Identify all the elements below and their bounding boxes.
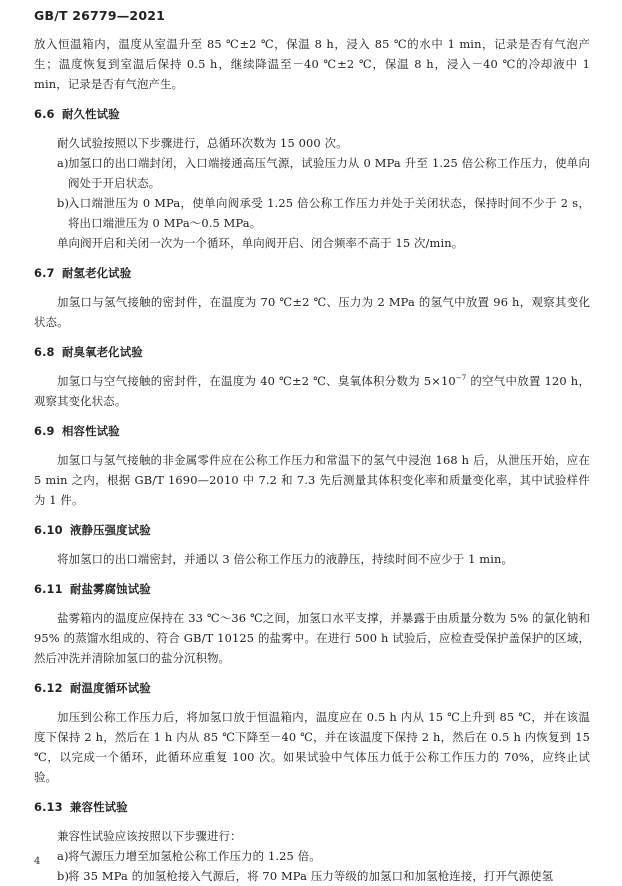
paragraph: 盐雾箱内的温度应保持在 33 ℃～36 ℃之间，加氢口水平支撑，并暴露于由质量分数为 5% 的氯化钠和 95% 的蒸馏水组成的、符合 GB/T 10125 的盐雾中。在进行 500 h 试验后，应检查受保护盖保护的区域，然后冲洗并清除加氢口的盐分沉积物。 — [34, 611, 590, 665]
paragraph: 加氢口与氢气接触的密封件，在温度为 70 ℃±2 ℃、压力为 2 MPa 的氢气中放置 96 h，观察其变化状态。 — [34, 295, 590, 329]
section-heading-6-6: 6.6 耐久性试验 — [34, 107, 120, 121]
standard-number: GB/T 26779—2021 — [34, 8, 166, 23]
section-heading-6-13: 6.13 兼容性试验 — [34, 800, 128, 814]
section-heading-6-7: 6.7 耐氢老化试验 — [34, 266, 132, 280]
list-item: a) 加氢口的出口端封闭，入口端接通高压气源，试验压力从 0 MPa 升至 1.25 倍公称工作压力，使单向阀处于开启状态。 — [57, 156, 590, 190]
paragraph: 加氢口与空气接触的密封件，在温度为 40 ℃±2 ℃、臭氧体积分数为 $5\times 10^{-7}$ 的空气中放置 120 h，观察其变化状态。 — [34, 374, 590, 408]
list-item: b) 将 35 MPa 的加氢枪接入气源后，将 70 MPa 压力等级的加氢口和加氢枪连接，打开气源使氢 — [57, 869, 554, 883]
paragraph: 将加氢口的出口端密封，并通以 3 倍公称工作压力的液静压，持续时间不应少于 1 min。 — [57, 552, 514, 566]
paragraph: 单向阀开启和关闭一次为一个循环，单向阀开启、闭合频率不高于 15 次/min。 — [57, 236, 464, 250]
list-item: a) 将气源压力增至加氢枪公称工作压力的 1.25 倍。 — [57, 849, 321, 863]
section-heading-6-8: 6.8 耐臭氧老化试验 — [34, 345, 143, 359]
intro-paragraph: 放入恒温箱内，温度从室温升至 85 ℃±2 ℃，保温 8 h，浸入 85 ℃的水中 1 min，记录是否有气泡产生；温度恢复到室温后保持 0.5 h，继续降温至－40 ℃±2 ℃，保温 8 h，浸入－40 ℃的冷却液中 1 min，记录是否有气泡产生。 — [34, 37, 590, 91]
section-heading-6-10: 6.10 液静压强度试验 — [34, 523, 151, 537]
section-heading-6-9: 6.9 相容性试验 — [34, 424, 120, 438]
paragraph: 兼容性试验应该按照以下步骤进行： — [57, 829, 242, 843]
page-number: 4 — [34, 856, 41, 867]
paragraph: 加氢口与氢气接触的非金属零件应在公称工作压力和常温下的氢气中浸泡 168 h 后，从泄压开始，应在 5 min 之内，根据 GB/T 1690—2010 中 7.2 和 7.3 先后测量其体积变化率和质量变化率，其中试验样件为 1 件。 — [34, 453, 590, 507]
paragraph: 耐久试验按照以下步骤进行，总循环次数为 15 000 次。 — [57, 136, 348, 150]
document-body — [34, 34, 590, 886]
paragraph: 加压到公称工作压力后，将加氢口放于恒温箱内，温度应在 0.5 h 内从 15 ℃上升到 85 ℃，并在该温度下保持 2 h，然后在 1 h 内从 85 ℃下降至－40 ℃，并在该温度下保持 2 h，然后在 0.5 h 内恢复到 15 ℃，以完成一个循环，此循环应重复 100 次。如果试验中气体压力低于公称工作压力的 70%，应终止试验。 — [34, 710, 590, 784]
section-heading-6-12: 6.12 耐温度循环试验 — [34, 681, 151, 695]
exponent: −7 — [455, 374, 467, 383]
section-heading-6-11: 6.11 耐盐雾腐蚀试验 — [34, 582, 151, 596]
list-item: b) 入口端泄压为 0 MPa，使单向阀承受 1.25 倍公称工作压力并处于关闭状态，保持时间不少于 2 s，将出口端泄压为 0 MPa～0.5 MPa。 — [57, 196, 590, 230]
